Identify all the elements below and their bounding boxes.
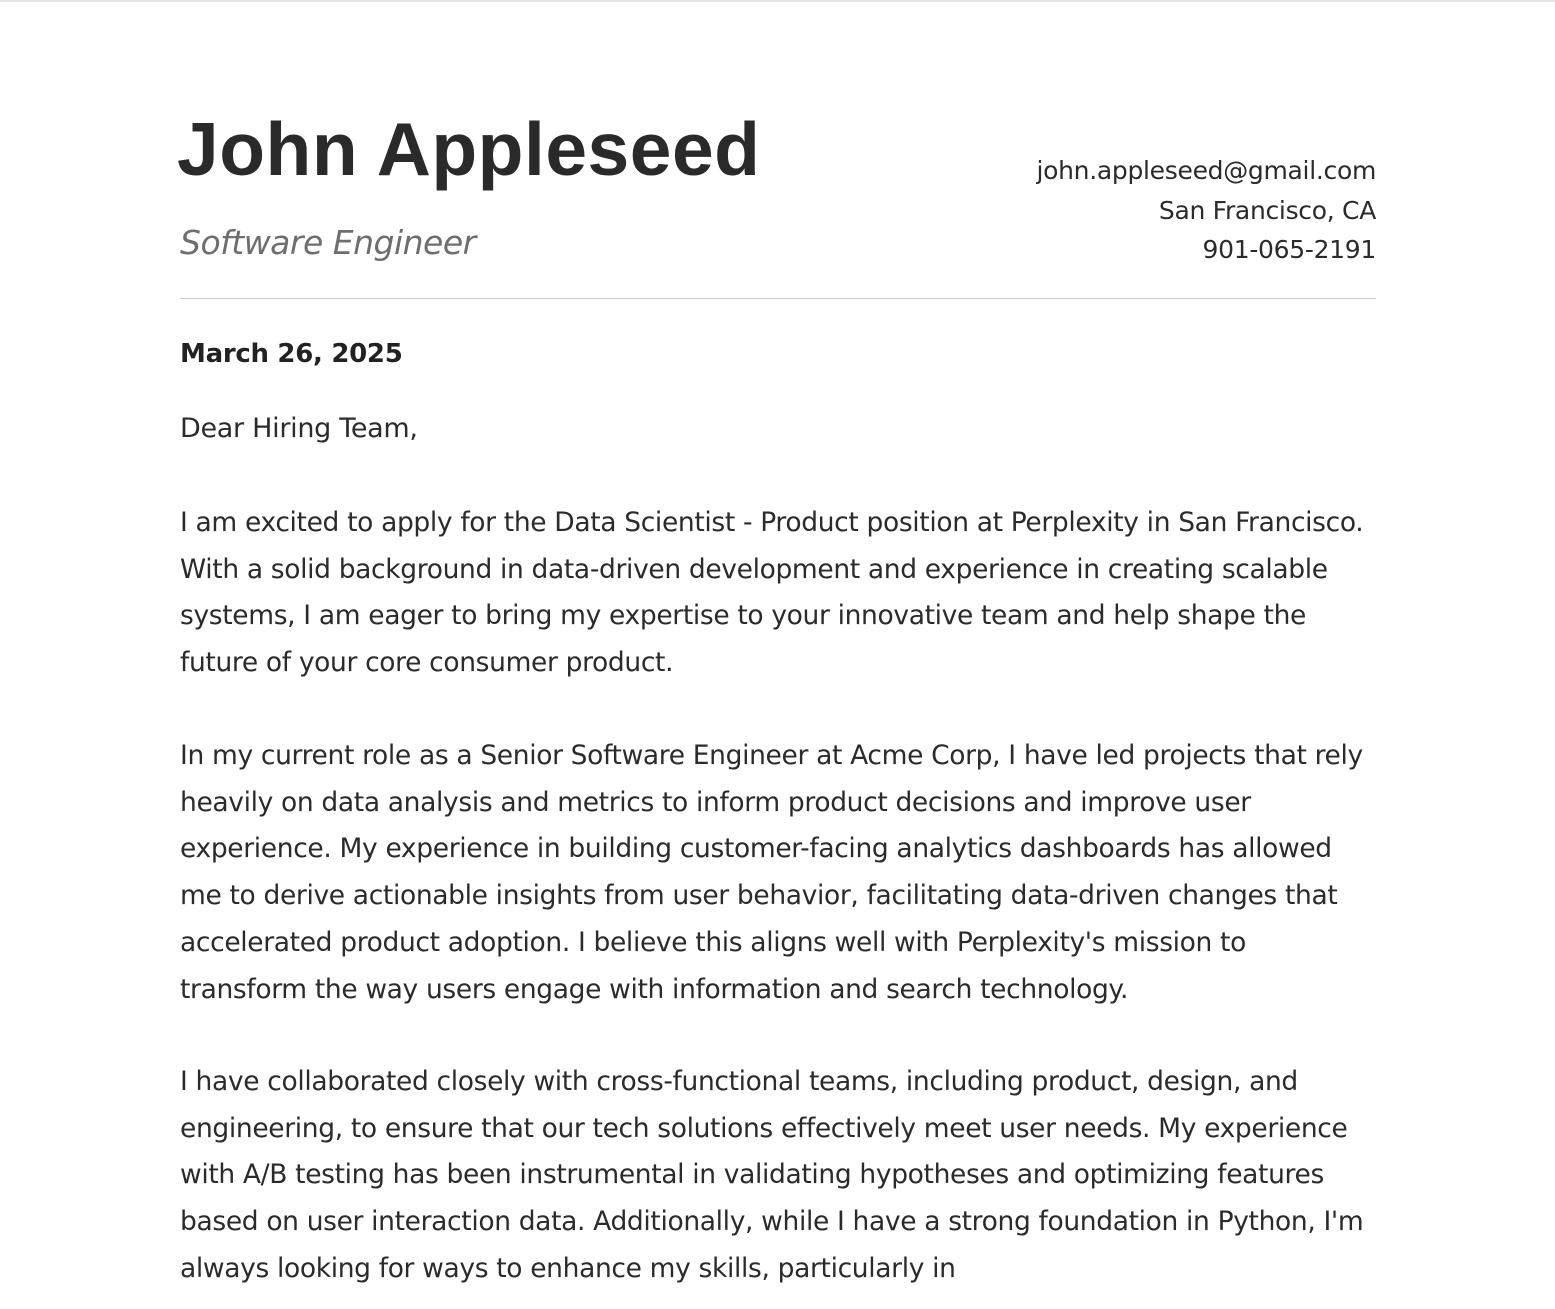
letter-paragraph-1: I am excited to apply for the Data Scientist - Product position at Perplexity in San Francisco. With a solid background in data-driven development and experience in creating scalable systems, I am eager to bring my expertise to your innovative team and help shape the future of your core consumer product. [180,507,1364,679]
contact-email[interactable]: john.appleseed@gmail.com [1036,156,1376,185]
contact-phone[interactable]: 901-065-2191 [1202,235,1376,264]
letter-date: March 26, 2025 [180,339,403,369]
contact-block [1037,151,1377,270]
applicant-title: Software Engineer [180,223,476,262]
top-border [0,0,1555,2]
letter-paragraph-2: In my current role as a Senior Software Engineer at Acme Corp, I have led projects that rely heavily on data analysis and metrics to inform product decisions and improve user experience. My experience in building customer-facing analytics dashboards has allowed me to derive actionable insights from user behavior, facilitating data-driven changes that accelerated product adoption. I believe this aligns well with Perplexity's mission to transform the way users engage with information and search technology. [180,740,1363,1005]
contact-location: San Francisco, CA [1158,195,1376,225]
letter-paragraph-3: I have collaborated closely with cross-functional teams, including product, design, and engineering, to ensure that our tech solutions effectively meet user needs. My experience with A/B testing has been instrumental in validating hypotheses and optimizing features based on user interaction data. Additionally, while I have a strong foundation in Python, I'm always looking for ways to enhance my skills, particularly in [180,1066,1364,1284]
letter-salutation: Dear Hiring Team, [180,413,418,444]
applicant-name: John Appleseed [177,107,761,191]
header-divider [180,298,1376,299]
